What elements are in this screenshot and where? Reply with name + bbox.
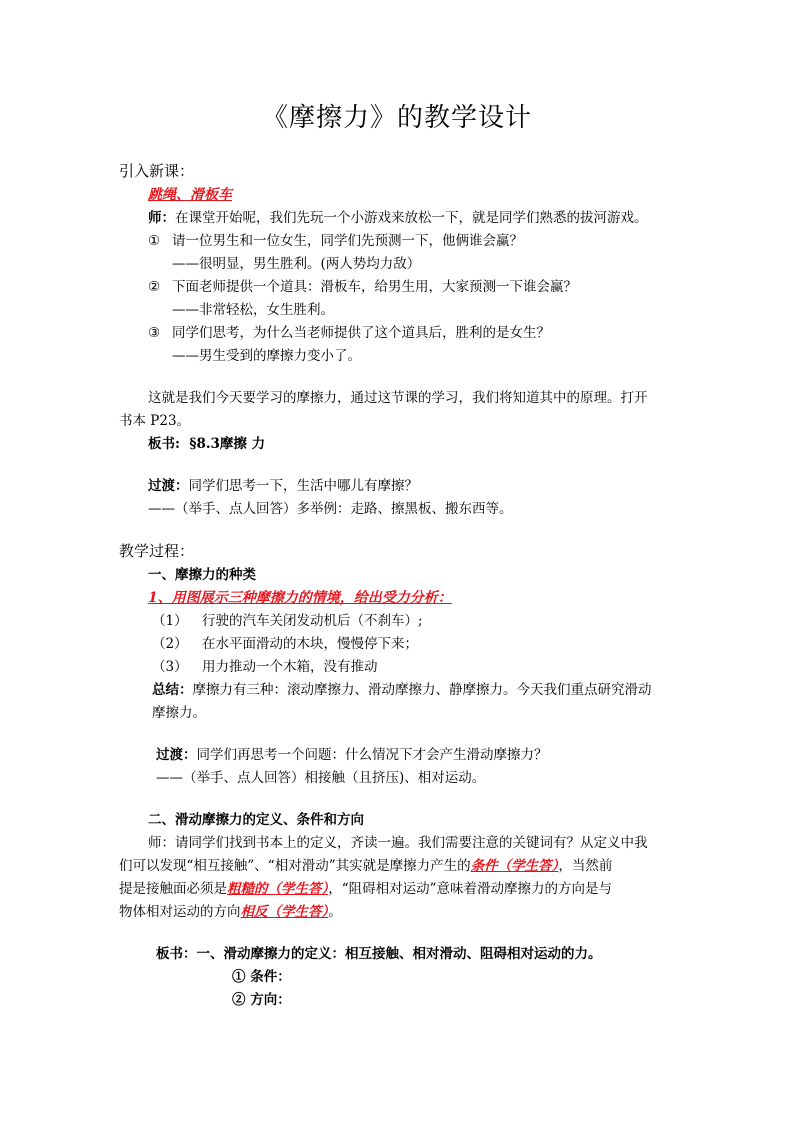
transition-answer: ——（举手、点人回答）多举例：走路、擦黑板、搬东西等。 — [148, 501, 513, 517]
transition-answer: ——（举手、点人回答）相接触（且挤压)、相对运动。 — [156, 770, 486, 786]
list-item-answer: ——男生受到的摩擦力变小了。 — [172, 348, 361, 364]
board-writing: 板书：一、滑动摩擦力的定义：相互接触、相对滑动、阻碍相对运动的力。 — [156, 946, 602, 962]
board-item: ① 条件： — [232, 969, 291, 985]
list-item-answer: ——非常轻松，女生胜利。 — [172, 302, 334, 318]
intro-subtitle: 跳绳、滑板车 — [148, 187, 232, 203]
section-heading: 一、摩擦力的种类 — [148, 567, 256, 583]
page-title: 《摩擦力》的教学设计 — [261, 103, 532, 133]
case-item: （3） 用力推动一个木箱，没有推动 — [152, 659, 378, 675]
red-instruction: 1、用图展示三种摩擦力的情境，给出受力分析： — [148, 590, 452, 606]
summary-line: 总结：摩擦力有三种：滚动摩擦力、滑动摩擦力、静摩擦力。今天我们重点研究滑动 — [152, 682, 652, 698]
case-item: （2） 在水平面滑动的木块，慢慢停下来； — [152, 636, 418, 652]
list-item-answer: ——很明显，男生胜利。(两人势均力敌） — [172, 256, 421, 272]
paragraph-line: 师：请同学们找到书本上的定义，齐读一遍。我们需要注意的关键词有？从定义中我 — [148, 835, 648, 851]
board-writing: 板书: §8.3摩擦 力 — [148, 436, 266, 452]
list-item: ② 下面老师提供一个道具：滑板车，给男生用，大家预测一下谁会赢？ — [148, 279, 577, 295]
paragraph-line: 物体相对运动的方向相反（学生答）。 — [119, 904, 342, 920]
summary-line: 摩擦力。 — [152, 705, 206, 721]
list-item: ① 请一位男生和一位女生，同学们先预测一下，他俩谁会赢？ — [148, 233, 523, 249]
list-item: ③ 同学们思考，为什么当老师提供了这个道具后，胜利的是女生？ — [148, 325, 550, 341]
intro-heading: 引入新课： — [119, 162, 195, 180]
process-heading: 教学过程： — [119, 542, 195, 560]
section-heading: 二、滑动摩擦力的定义、条件和方向 — [148, 812, 364, 828]
case-item: （1） 行驶的汽车关闭发动机后（不刹车）; — [152, 613, 423, 629]
paragraph-line: 们可以发现“相互接触”、“相对滑动”其实就是摩擦力产生的条件（学生答），当然前 — [119, 858, 613, 874]
paragraph-line: 提是接触面必须是粗糙的（学生答），“阻碍相对运动”意味着滑动摩擦力的方向是与 — [119, 881, 613, 897]
paragraph-line: 这就是我们今天要学习的摩擦力，通过这节课的学习，我们将知道其中的原理。打开 — [148, 390, 648, 406]
teacher-line: 师：在课堂开始呢，我们先玩一个小游戏来放松一下，就是同学们熟悉的拔河游戏。 — [148, 210, 648, 226]
transition-line: 过渡：同学们再思考一个问题：什么情况下才会产生滑动摩擦力？ — [156, 747, 548, 763]
transition-line: 过渡：同学们思考一下，生活中哪儿有摩擦？ — [148, 478, 418, 494]
paragraph-line: 书本 P23。 — [119, 413, 191, 429]
board-item: ② 方向： — [232, 992, 291, 1008]
